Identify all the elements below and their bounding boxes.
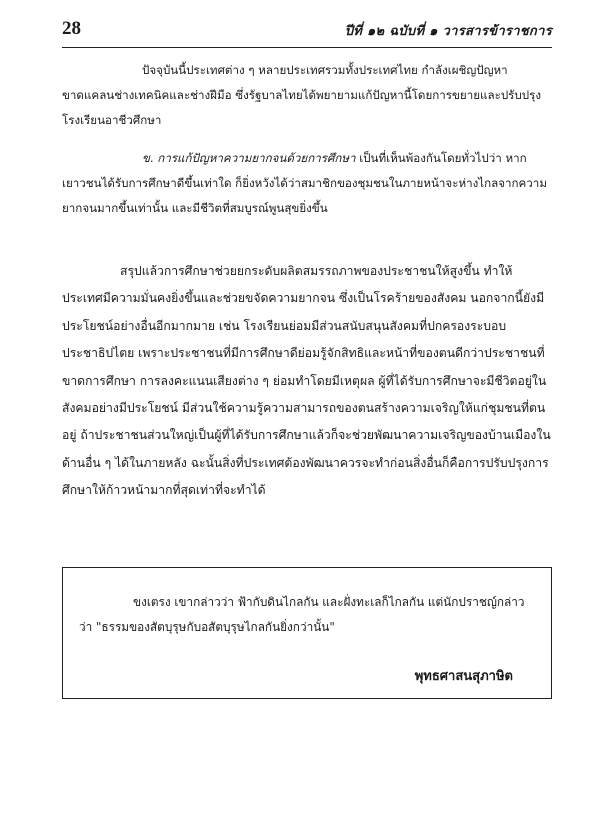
paragraph-poverty-text: เป็นที่เห็นพ้องกันโดยทั่วไปว่า หากเยาวชนได้รับการศึกษาดีขึ้นเท่าใด ก็ยิ่งหวังได้ว่าสมาชิกของชุมชนในภายหน้าจะห่างไกลจากความยากจนมากขึ้นเท่านั้น และมีชีวิตที่สมบูรณ์พูนสุขยิ่งขึ้น: [62, 151, 547, 215]
header-rule: [62, 47, 552, 48]
paragraph-conclusion: [62, 258, 552, 505]
paragraph-conclusion-text: สรุปแล้วการศึกษาช่วยยกระดับผลิตสมรรถภาพของประชาชนให้สูงขึ้น ทำให้ประเทศมีความมั่นคงยิ่งขึ้นและช่วยขจัดความยากจน ซึ่งเป็นโรคร้ายของสังคม นอกจากนี้ยังมีประโยชน์อย่างอื่นอีกมากมาย เช่น โรงเรียนย่อมมีส่วนสนับสนุนสังคมที่ปกครองระบอบประชาธิปไตย เพราะประชาชนที่มีการศึกษาดีย่อมรู้จักสิทธิและหน้าที่ของตนดีกว่าประชาชนที่ขาดการศึกษา การลงคะแนนเสียงต่าง ๆ ย่อมทำโดยมีเหตุผล ผู้ที่ได้รับการศึกษาจะมีชีวิตอยู่ในสังคมอย่างมีประโยชน์ มีส่วนใช้ความรู้ความสามารถของตนสร้างความเจริญให้แก่ชุมชนที่ตนอยู่ ถ้าประชาชนส่วนใหญ่เป็นผู้ที่ได้รับการศึกษาแล้วก็จะช่วยพัฒนาความเจริญของบ้านเมืองในด้านอื่น ๆ ได้ในภายหลัง ฉะนั้นสิ่งที่ประเทศต้องพัฒนาควรจะทำก่อนสิ่งอื่นก็คือการปรับปรุงการศึกษาให้ก้าวหน้ามากที่สุดเท่าที่จะทำได้: [62, 264, 551, 498]
quote-attribution: พุทธศาสนสุภาษิต: [414, 669, 513, 684]
quote-box: [62, 567, 552, 699]
paragraph-vocational: [62, 58, 552, 133]
running-header: ปีที่ ๑๒ ฉบับที่ ๑ วารสารข้าราชการ: [344, 24, 552, 39]
paragraph-vocational-text: ปัจจุบันนี้ประเทศต่าง ๆ หลายประเทศรวมทั้งประเทศไทย กำลังเผชิญปัญหาขาดแคลนช่างเทคนิคและช่างฝีมือ ซึ่งรัฐบาลไทยได้พยายามแก้ปัญหานี้โดยการขยายและปรับปรุงโรงเรียนอาชีวศึกษา: [62, 63, 542, 127]
quote-text: [79, 590, 537, 640]
section-heading-poverty: ข. การแก้ปัญหาความยากจนด้วยการศึกษา: [142, 151, 356, 165]
page-number: 28: [62, 18, 81, 39]
paragraph-poverty: [62, 146, 552, 221]
quote-body: ขงเตรง เขากล่าวว่า ฟ้ากับดินไกลกัน และฝั่งทะเลก็ไกลกัน แต่นักปราชญ์กล่าวว่า "ธรรมของสัตบุรุษกับอสัตบุรุษไกลกันยิ่งกว่านั้น": [79, 595, 525, 634]
